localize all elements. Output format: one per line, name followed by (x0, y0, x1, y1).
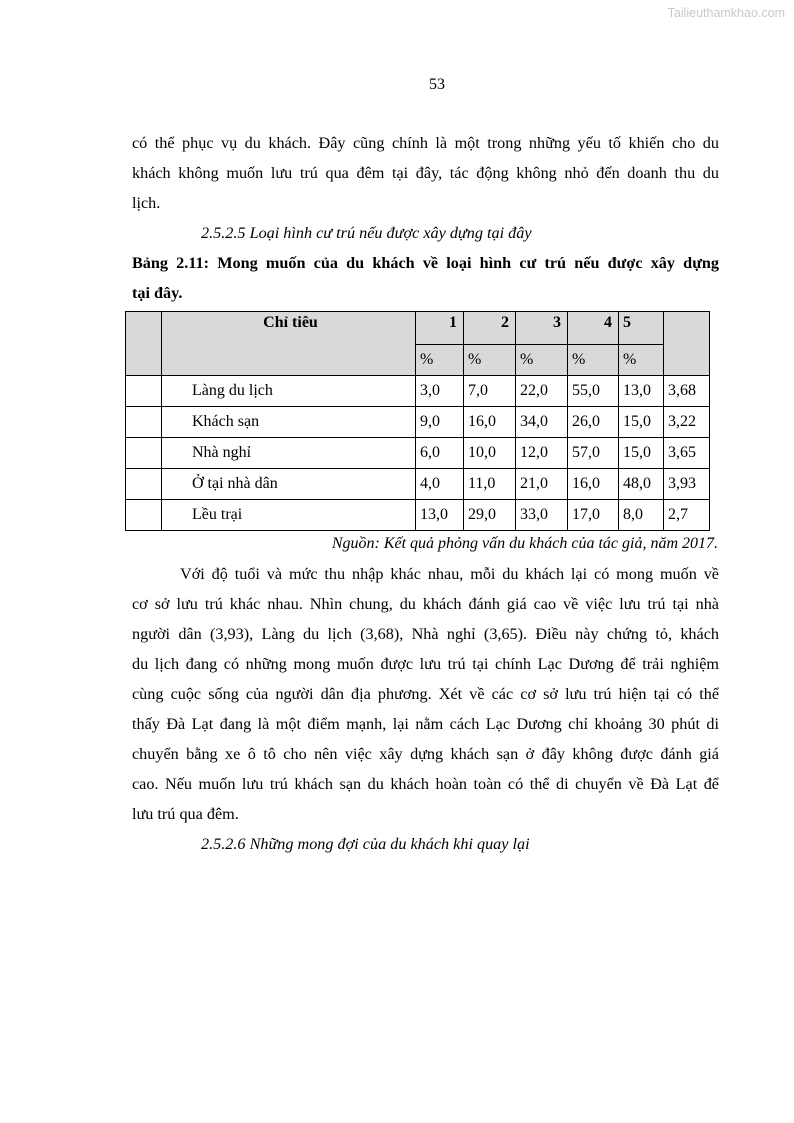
table-cell: 33,0 (516, 500, 568, 531)
table-unit-cell: % (568, 345, 619, 376)
table-row (126, 407, 710, 438)
table-index-cell (126, 438, 162, 469)
table-cell: 29,0 (464, 500, 516, 531)
page-number: 53 (429, 76, 445, 93)
paragraph-line: cao. Nếu muốn lưu trú khách sạn du khách hoàn toàn có thể di chuyển về Đà Lạt để (132, 775, 719, 793)
table-scale-header: 1 (416, 312, 464, 345)
table-row-label: Lều trại (162, 500, 416, 531)
table-cell: 13,0 (416, 500, 464, 531)
paragraph-line: lịch. (132, 194, 161, 212)
table-cell: 16,0 (568, 469, 619, 500)
table-caption-line: tại đây. (132, 284, 183, 302)
table-index-cell (126, 469, 162, 500)
table-cell: 3,93 (664, 469, 710, 500)
table-cell: 55,0 (568, 376, 619, 407)
survey-table (125, 311, 710, 531)
table-cell: 3,0 (416, 376, 464, 407)
table-row (126, 469, 710, 500)
table-index-cell (126, 407, 162, 438)
table-cell: 3,68 (664, 376, 710, 407)
table-cell: 16,0 (464, 407, 516, 438)
table-header-label: Chỉ tiêu (162, 312, 416, 376)
table-cell: 26,0 (568, 407, 619, 438)
table-cell: 10,0 (464, 438, 516, 469)
table-cell: 3,22 (664, 407, 710, 438)
table-row (126, 376, 710, 407)
paragraph-line: thấy Đà Lạt đang là một điểm mạnh, lại nằm cách Lạc Dương chỉ khoảng 30 phút di (132, 715, 719, 733)
table-row-label: Nhà nghỉ (162, 438, 416, 469)
table-scale-header: 5 (619, 312, 664, 345)
table-cell: 2,7 (664, 500, 710, 531)
table-cell: 3,65 (664, 438, 710, 469)
table-cell: 15,0 (619, 438, 664, 469)
paragraph-line: khách không muốn lưu trú qua đêm tại đây, tác động không nhỏ đến doanh thu du (132, 164, 719, 182)
table-scale-header: 2 (464, 312, 516, 345)
section-heading-2: 2.5.2.6 Những mong đợi của du khách khi quay lại (201, 835, 530, 853)
table-scale-header: 4 (568, 312, 619, 345)
table-row-label: Ở tại nhà dân (162, 469, 416, 500)
watermark: Tailieuthamkhao.com (667, 6, 785, 20)
paragraph-line: người dân (3,93), Làng du lịch (3,68), Nhà nghỉ (3,65). Điều này chứng tỏ, khách (132, 625, 719, 643)
table-row (126, 438, 710, 469)
table-caption-line: Bảng 2.11: Mong muốn của du khách về loại hình cư trú nếu được xây dựng (132, 254, 719, 272)
table-mean-header (664, 312, 710, 376)
table-cell: 12,0 (516, 438, 568, 469)
table-cell: 22,0 (516, 376, 568, 407)
table-unit-cell: % (464, 345, 516, 376)
paragraph-line: cơ sở lưu trú khác nhau. Nhìn chung, du khách đánh giá cao về việc lưu trú tại nhà (132, 595, 719, 613)
table-cell: 57,0 (568, 438, 619, 469)
paragraph-line: cùng cuộc sống của người dân địa phương. Xét về các cơ sở lưu trú hiện tại có thể (132, 685, 719, 703)
table-unit-cell: % (619, 345, 664, 376)
paragraph-line: có thể phục vụ du khách. Đây cũng chính là một trong những yếu tố khiến cho du (132, 134, 719, 152)
table-cell: 4,0 (416, 469, 464, 500)
table-cell: 11,0 (464, 469, 516, 500)
table-unit-cell: % (416, 345, 464, 376)
table-cell: 7,0 (464, 376, 516, 407)
table-cell: 34,0 (516, 407, 568, 438)
table-index-cell (126, 376, 162, 407)
table-index-cell (126, 500, 162, 531)
paragraph-line: Với độ tuổi và mức thu nhập khác nhau, mỗi du khách lại có mong muốn về (180, 565, 719, 583)
table-cell: 15,0 (619, 407, 664, 438)
table-corner-cell (126, 312, 162, 376)
table-cell: 21,0 (516, 469, 568, 500)
paragraph-line: chuyển bằng xe ô tô cho nên việc xây dựng khách sạn ở đây không được đánh giá (132, 745, 719, 763)
source-note: Nguồn: Kết quả phỏng vấn du khách của tác giả, năm 2017. (331, 535, 718, 552)
paragraph-line: lưu trú qua đêm. (132, 805, 239, 823)
table-cell: 6,0 (416, 438, 464, 469)
table-cell: 13,0 (619, 376, 664, 407)
table-scale-header: 3 (516, 312, 568, 345)
table-row-label: Làng du lịch (162, 376, 416, 407)
table-cell: 48,0 (619, 469, 664, 500)
table-cell: 8,0 (619, 500, 664, 531)
table-cell: 9,0 (416, 407, 464, 438)
table-row-label: Khách sạn (162, 407, 416, 438)
paragraph-line: du lịch đang có những mong muốn được lưu trú tại chính Lạc Dương để trải nghiệm (132, 655, 719, 673)
section-heading: 2.5.2.5 Loại hình cư trú nếu được xây dựng tại đây (201, 224, 532, 242)
table-row (126, 500, 710, 531)
table-cell: 17,0 (568, 500, 619, 531)
table-unit-cell: % (516, 345, 568, 376)
